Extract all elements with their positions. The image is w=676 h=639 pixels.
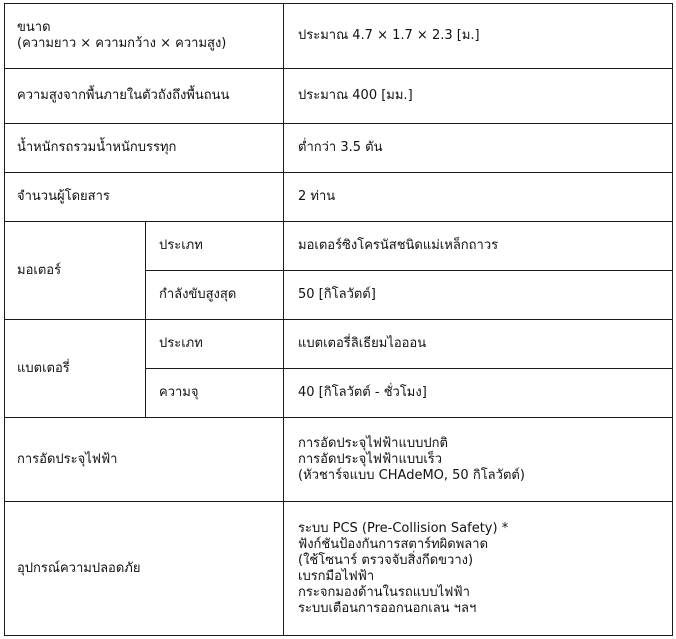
motor-label: มอเตอร์ <box>5 222 146 320</box>
motor-power-label: กำลังขับสูงสุด <box>146 271 284 320</box>
safety-value-line: กระจกมองด้านในรถแบบไฟฟ้า <box>298 584 470 600</box>
table-row <box>5 502 673 636</box>
gross-weight-label: น้ำหนักรถรวมน้ำหนักบรรทุก <box>5 124 284 173</box>
passengers-label: จำนวนผู้โดยสาร <box>5 173 284 222</box>
table-row <box>5 173 673 222</box>
table-row <box>5 418 673 502</box>
ground-clearance-value: ประมาณ 400 [มม.] <box>284 69 673 124</box>
motor-type-value: มอเตอร์ซิงโครนัสชนิดแม่เหล็กถาวร <box>284 222 673 271</box>
charging-values <box>284 418 673 502</box>
safety-value-line: เบรกมือไฟฟ้า <box>298 568 375 584</box>
battery-type-value: แบตเตอรี่ลิเธียมไอออน <box>284 320 673 369</box>
ground-clearance-label: ความสูงจากพื้นภายในตัวถังถึงพื้นถนน <box>5 69 284 124</box>
table-row <box>5 320 673 369</box>
charging-value-line: การอัดประจุไฟฟ้าแบบเร็ว <box>298 451 443 467</box>
battery-capacity-value: 40 [กิโลวัตต์ - ชั่วโมง] <box>284 369 673 418</box>
safety-values <box>284 502 673 636</box>
table-row <box>5 222 673 271</box>
dimensions-label <box>5 4 284 69</box>
battery-capacity-label: ความจุ <box>146 369 284 418</box>
charging-label: การอัดประจุไฟฟ้า <box>5 418 284 502</box>
charging-value-line: การอัดประจุไฟฟ้าแบบปกติ <box>298 435 448 451</box>
battery-type-label: ประเภท <box>146 320 284 369</box>
safety-value-line: (ใช้โซนาร์ ตรวจจับสิ่งกีดขวาง) <box>298 552 474 568</box>
battery-label: แบตเตอรี่ <box>5 320 146 418</box>
passengers-value: 2 ท่าน <box>284 173 673 222</box>
charging-value-line: (หัวชาร์จแบบ CHAdeMO, 50 กิโลวัตต์) <box>298 467 525 483</box>
safety-value-line: ระบบ PCS (Pre-Collision Safety) * <box>298 520 509 536</box>
dimensions-label-line2: (ความยาว × ความกว้าง × ความสูง) <box>17 36 227 51</box>
motor-type-label: ประเภท <box>146 222 284 271</box>
gross-weight-value: ต่ำกว่า 3.5 ตัน <box>284 124 673 173</box>
dimensions-value: ประมาณ 4.7 × 1.7 × 2.3 [ม.] <box>284 4 673 69</box>
table-row <box>5 4 673 69</box>
motor-power-value: 50 [กิโลวัตต์] <box>284 271 673 320</box>
table-row <box>5 124 673 173</box>
spec-table <box>4 3 673 636</box>
safety-value-line: ระบบเตือนการออกนอกเลน ฯลฯ <box>298 600 477 616</box>
safety-value-line: ฟังก์ชันป้องกันการสตาร์ทผิดพลาด <box>298 536 489 552</box>
dimensions-label-line1: ขนาด <box>17 20 51 35</box>
table-row <box>5 69 673 124</box>
safety-label: อุปกรณ์ความปลอดภัย <box>5 502 284 636</box>
